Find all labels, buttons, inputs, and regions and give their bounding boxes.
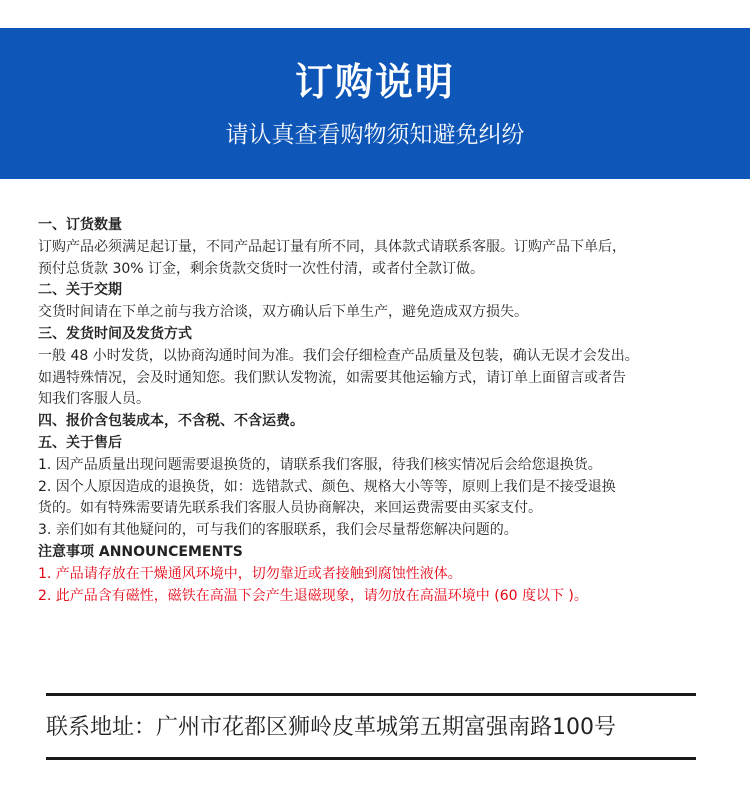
paragraph-line: 2. 因个人原因造成的退换货，如：选错款式、颜色、规格大小等等，原则上我们是不接受退换	[38, 478, 616, 495]
paragraph-line: 预付总货款 30% 订金，剩余货款交货时一次性付清，或者付全款订做。	[38, 260, 485, 277]
paragraph-line: 一般 48 小时发货，以协商沟通时间为准。我们会仔细检查产品质量及包装，确认无误才会发出。	[38, 347, 639, 364]
notice-line: 1. 产品请存放在干燥通风环境中，切勿靠近或者接触到腐蚀性液体。	[38, 565, 462, 582]
section-heading: 四、报价含包装成本，不含税、不含运费。	[38, 413, 304, 430]
paragraph-line: 知我们客服人员。	[38, 391, 150, 408]
section-heading: 二、关于交期	[38, 282, 122, 299]
section-heading: 三、发货时间及发货方式	[38, 325, 192, 342]
divider	[46, 757, 696, 760]
contact-address: 联系地址：广州市花都区狮岭皮革城第五期富强南路100号	[46, 715, 616, 740]
terms-content	[38, 215, 718, 607]
section-heading: 注意事项 ANNOUNCEMENTS	[38, 543, 243, 560]
header-banner	[0, 28, 750, 179]
paragraph-line: 交货时间请在下单之前与我方洽谈，双方确认后下单生产，避免造成双方损失。	[38, 304, 528, 321]
paragraph-line: 1. 因产品质量出现问题需要退换货的，请联系我们客服，待我们核实情况后会给您退换货。	[38, 456, 602, 473]
paragraph-line: 3. 亲们如有其他疑问的，可与我们的客服联系，我们会尽量帮您解决问题的。	[38, 522, 518, 539]
divider	[46, 693, 696, 696]
paragraph-line: 如遇特殊情况，会及时通知您。我们默认发物流，如需要其他运输方式，请订单上面留言或者告	[38, 369, 626, 386]
page-title: 订购说明	[294, 60, 455, 104]
page-subtitle: 请认真查看购物须知避免纠纷	[225, 122, 525, 148]
section-heading: 一、订货数量	[38, 217, 122, 233]
paragraph-line: 货的。如有特殊需要请先联系我们客服人员协商解决，来回运费需要由买家支付。	[38, 500, 542, 517]
section-heading: 五、关于售后	[38, 434, 122, 451]
notice-line: 2. 此产品含有磁性，磁铁在高温下会产生退磁现象，请勿放在高温环境中 (60 度以下 )。	[38, 587, 588, 604]
paragraph-line: 订购产品必须满足起订量，不同产品起订量有所不同，具体款式请联系客服。订购产品下单后，	[38, 238, 626, 255]
